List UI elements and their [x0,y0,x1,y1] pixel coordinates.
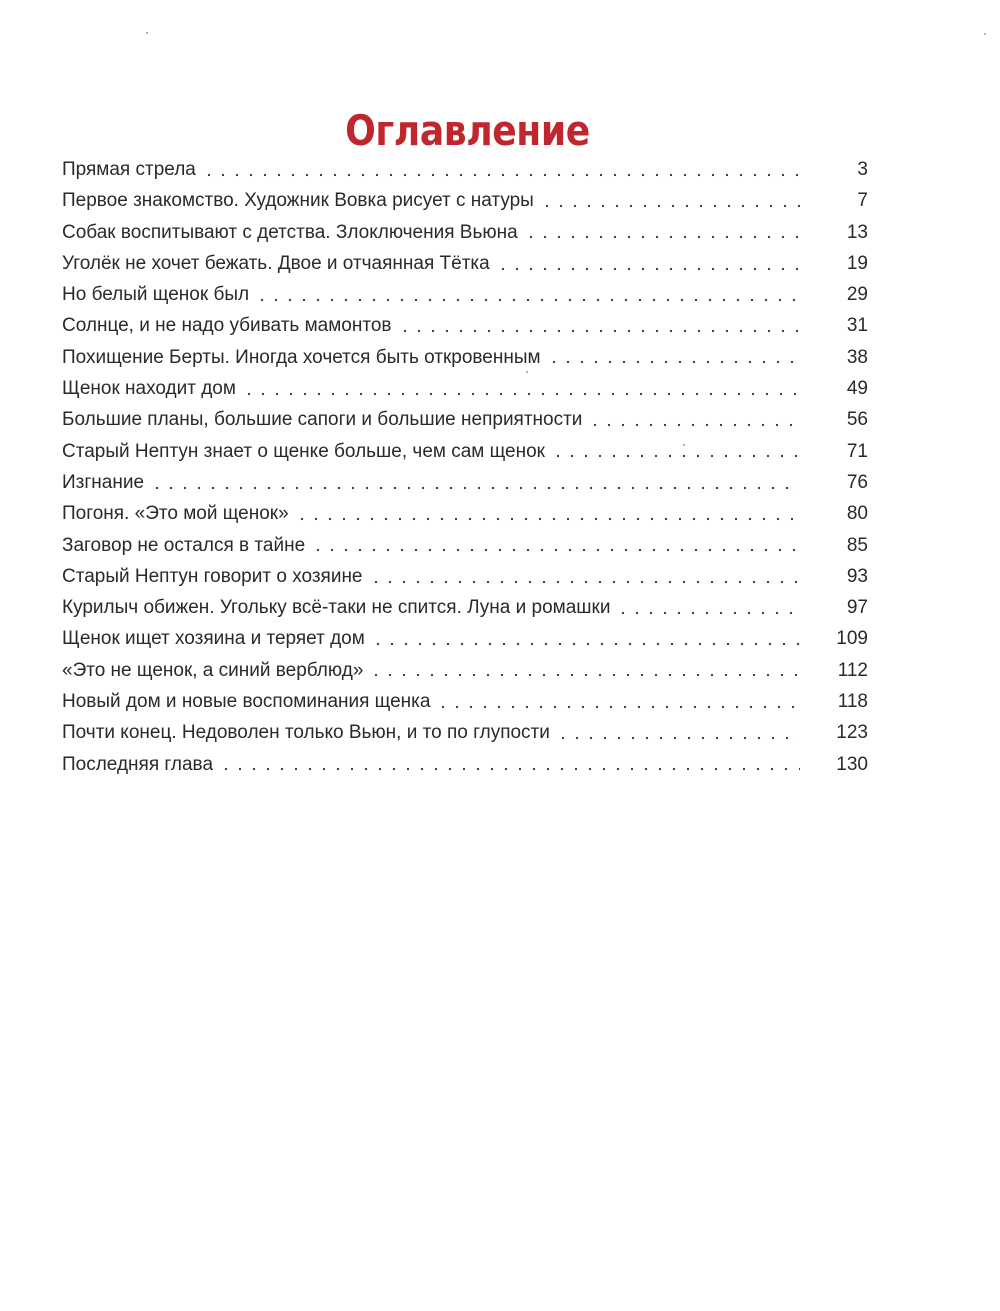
toc-entry-title: Похищение Берты. Иногда хочется быть откровенным [62,346,541,368]
dot-leader [219,767,800,771]
toc-entry [62,436,868,467]
toc-page-number: 76 [846,471,868,493]
toc-entry [62,217,868,248]
toc-entry [62,561,868,592]
scan-speck [146,32,148,34]
toc-entry-title: Прямая стрела [62,159,196,180]
toc-entry [62,498,868,529]
toc-page-number: 38 [846,346,868,368]
toc-entry [62,592,868,623]
toc-entry-title: Щенок находит дом [62,378,236,400]
toc-entry-title: Погоня. «Это мой щенок» [62,503,289,525]
toc-page-number: 71 [846,440,868,462]
dot-leader [398,329,801,333]
toc-entry-title: «Это не щенок, а синий верблюд» [62,659,364,681]
toc-entry [62,655,868,686]
toc-entry [62,404,868,435]
toc-page-number: 97 [846,597,868,619]
toc-page-number: 56 [846,409,868,431]
toc-entry [62,749,868,780]
toc-page-number: 13 [846,221,868,243]
toc-page-number: 7 [857,190,868,212]
toc-page-number: 112 [837,659,868,681]
toc-entry-title: Старый Нептун говорит о хозяине [62,565,363,587]
toc-entry [62,623,868,654]
toc-entry-title: Почти конец. Недоволен только Вьюн, и то по глупости [62,722,550,744]
dot-leader [295,517,800,521]
table-of-contents [62,154,868,780]
dot-leader [556,736,800,740]
toc-entry-title: Первое знакомство. Художник Вовка рисует с натуры [62,190,534,212]
dot-leader [369,673,800,677]
toc-page-number: 130 [836,753,868,775]
toc-entry [62,342,868,373]
toc-entry-title: Изгнание [62,471,145,493]
dot-leader [311,548,800,552]
toc-entry-title: Заговор не остался в тайне [62,534,306,556]
toc-entry [62,279,868,310]
toc-page-number: 93 [846,565,868,587]
toc-page-number: 29 [846,284,868,306]
toc-entry [62,686,868,717]
dot-leader [588,423,800,427]
dot-leader [547,360,800,364]
toc-entry-title: Но белый щенок был [62,284,250,306]
dot-leader [616,611,800,615]
toc-entry [62,530,868,561]
toc-entry [62,717,868,748]
dot-leader [255,298,800,302]
dot-leader [202,173,800,177]
toc-page-number: 109 [836,628,868,650]
toc-entry-title: Солнце, и не надо убивать мамонтов [62,315,392,337]
toc-page-number: 123 [836,722,868,744]
toc-entry-title: Большие планы, большие сапоги и большие неприятности [62,409,583,431]
toc-entry [62,467,868,498]
dot-leader [436,705,800,709]
toc-page-number: 49 [846,378,868,400]
toc-entry [62,185,868,216]
toc-entry [62,310,868,341]
toc-page-number: 85 [846,534,868,556]
toc-entry-title: Собак воспитывают с детства. Злоключения Вьюна [62,221,518,243]
toc-page-number: 19 [846,252,868,274]
toc-entry-title: Старый Нептун знает о щенке больше, чем сам щенок [62,440,545,462]
toc-page-number: 31 [846,315,868,337]
page-title: Оглавление [345,106,590,156]
dot-leader [369,580,800,584]
toc-entry [62,154,868,185]
scan-speck [984,33,986,35]
dot-leader [150,486,800,490]
toc-entry-title: Курилыч обижен. Угольку всё-таки не спится. Луна и ромашки [62,597,611,619]
toc-entry-title: Новый дом и новые воспоминания щенка [62,691,431,713]
toc-entry-title: Последняя глава [62,753,214,775]
dot-leader [540,204,800,208]
toc-page-number: 80 [846,503,868,525]
toc-page-number: 3 [857,159,868,180]
toc-entry [62,248,868,279]
toc-entry [62,373,868,404]
dot-leader [242,392,800,396]
toc-page-number: 118 [837,691,868,713]
dot-leader [524,235,800,239]
dot-leader [371,642,800,646]
dot-leader [551,454,800,458]
dot-leader [496,267,800,271]
toc-entry-title: Щенок ищет хозяина и теряет дом [62,628,365,650]
toc-entry-title: Уголёк не хочет бежать. Двое и отчаянная Тётка [62,252,490,274]
